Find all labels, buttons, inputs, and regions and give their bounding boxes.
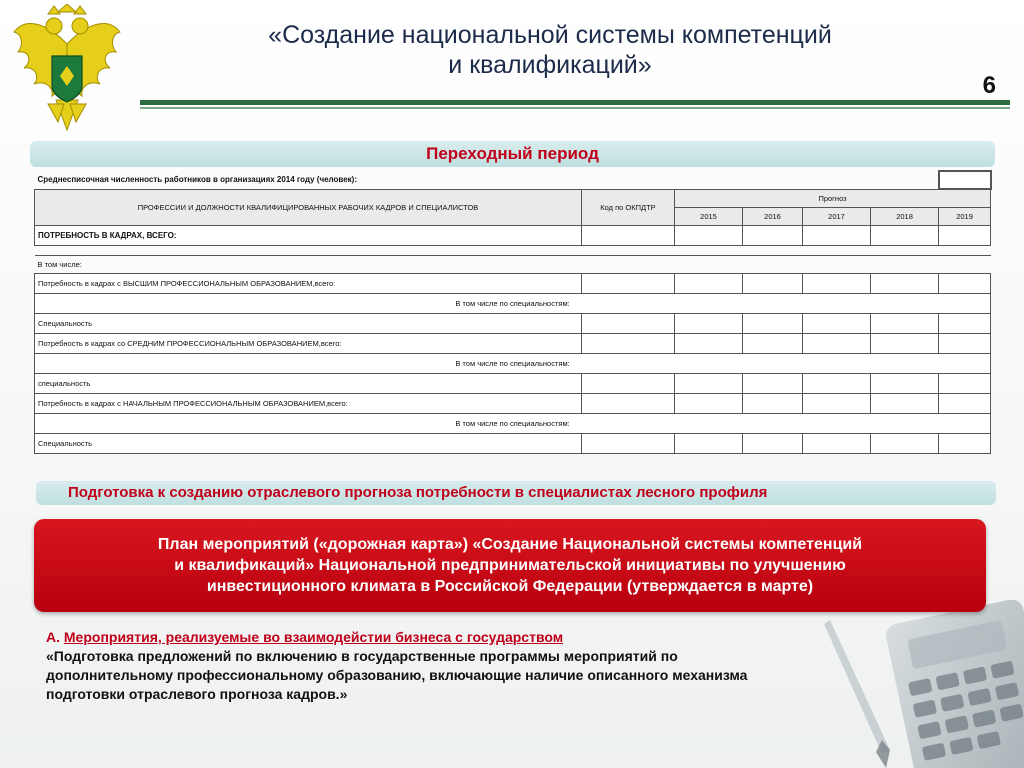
cell [803, 225, 871, 245]
cell [939, 273, 991, 293]
section-banner-transition: Переходный период [30, 141, 995, 167]
cell [871, 313, 939, 333]
cell [939, 373, 991, 393]
measures-heading [46, 628, 946, 647]
cell [939, 393, 991, 413]
year-2017: 2017 [803, 207, 871, 225]
headcount-label: Среднесписочная численность работников в организациях 2014 году (человек): [35, 171, 939, 189]
table-row [35, 353, 991, 373]
cell [803, 433, 871, 453]
specialty-label: Специальность [35, 433, 582, 453]
header-divider [140, 100, 1010, 105]
table-row [35, 413, 991, 433]
measures-text-line-1: «Подготовка предложений по включению в государственные программы мероприятий по [46, 648, 678, 664]
col-header-forecast: Прогноз [675, 189, 991, 207]
cell [743, 313, 803, 333]
specialty-label: Специальность [35, 313, 582, 333]
measures-link[interactable]: Мероприятия, реализуемые во взаимодейстии бизнеса с государством [63, 629, 564, 645]
table-row [35, 255, 991, 273]
cell [743, 393, 803, 413]
table-row [35, 393, 991, 413]
cell [939, 313, 991, 333]
cell [803, 333, 871, 353]
table-row [35, 373, 991, 393]
cell [675, 433, 743, 453]
cell [743, 273, 803, 293]
plan-line-2: и квалификаций» Национальной предпринимательской инициативы по улучшению [174, 557, 846, 574]
cell [939, 225, 991, 245]
cell [582, 273, 675, 293]
header-divider-thin [140, 107, 1010, 109]
cell [803, 393, 871, 413]
table-row [35, 433, 991, 453]
title-line-2: и квалификаций» [448, 51, 652, 79]
by-specialty-label: В том числе по специальностям: [35, 353, 991, 373]
staffing-needs-table [34, 170, 990, 454]
measures-label: А. [46, 629, 60, 645]
cell [871, 433, 939, 453]
col-header-professions: ПРОФЕССИИ И ДОЛЖНОСТИ КВАЛИФИЦИРОВАННЫХ РАБОЧИХ КАДРОВ И СПЕЦИАЛИСТОВ [35, 189, 582, 225]
table-row [35, 333, 991, 353]
plan-line-3: инвестиционного климата в Российской Федерации (утверждается в марте) [206, 578, 814, 595]
cell [743, 225, 803, 245]
cell [582, 433, 675, 453]
by-specialty-label: В том числе по специальностям: [35, 293, 991, 313]
table-row [35, 171, 991, 189]
table-header-row [35, 189, 991, 207]
by-specialty-label: В том числе по специальностям: [35, 413, 991, 433]
emblem-eagle-icon [8, 4, 126, 136]
table-row [35, 225, 991, 245]
year-2018: 2018 [871, 207, 939, 225]
cell [743, 433, 803, 453]
measures-text-line-2: дополнительному профессиональному образованию, включающие наличие описанного механизма [46, 667, 748, 683]
secondary-education-label: Потребность в кадрах со СРЕДНИМ ПРОФЕССИОНАЛЬНЫМ ОБРАЗОВАНИЕМ,всего: [35, 333, 582, 353]
cell [582, 373, 675, 393]
cell [871, 373, 939, 393]
primary-education-label: Потребность в кадрах с НАЧАЛЬНЫМ ПРОФЕССИОНАЛЬНЫМ ОБРАЗОВАНИЕМ,всего: [35, 393, 582, 413]
total-need-label: ПОТРЕБНОСТЬ В КАДРАХ, ВСЕГО: [35, 225, 582, 245]
cell [675, 225, 743, 245]
cell [871, 393, 939, 413]
section-banner-forecast [36, 481, 996, 505]
cell [743, 333, 803, 353]
cell [582, 333, 675, 353]
year-2015: 2015 [675, 207, 743, 225]
year-2016: 2016 [743, 207, 803, 225]
cell [803, 273, 871, 293]
higher-education-label: Потребность в кадрах с ВЫСШИМ ПРОФЕССИОНАЛЬНЫМ ОБРАЗОВАНИЕМ,всего: [35, 273, 582, 293]
cell [675, 393, 743, 413]
table-row [35, 293, 991, 313]
plan-line-1: План мероприятий («дорожная карта») «Создание Национальной системы компетенций [157, 536, 863, 553]
headcount-value-cell [939, 171, 991, 189]
col-header-code: Код по ОКПДТР [582, 189, 675, 225]
roadmap-plan-box [34, 519, 986, 612]
business-state-measures [46, 628, 946, 704]
cell [582, 313, 675, 333]
specialty-label: специальность [35, 373, 582, 393]
cell [871, 225, 939, 245]
page-title [150, 20, 950, 80]
cell [939, 333, 991, 353]
cell [582, 225, 675, 245]
cell [803, 373, 871, 393]
cell [675, 313, 743, 333]
cell [35, 245, 991, 255]
cell [675, 373, 743, 393]
cell [743, 373, 803, 393]
cell [803, 313, 871, 333]
title-line-1: «Создание национальной системы компетенций [268, 21, 832, 49]
year-2019: 2019 [939, 207, 991, 225]
measures-text-line-3: подготовки отраслевого прогноза кадров.» [46, 686, 348, 702]
cell [871, 273, 939, 293]
forecast-banner-text: Подготовка к созданию отраслевого прогноза потребности в специалистах лесного профиля [68, 484, 768, 501]
table-spacer [35, 245, 991, 255]
table-row [35, 313, 991, 333]
cell [582, 393, 675, 413]
including-label: В том числе: [37, 259, 82, 269]
table-row [35, 273, 991, 293]
cell [675, 333, 743, 353]
page-number: 6 [982, 72, 996, 99]
cell [939, 433, 991, 453]
cell [871, 333, 939, 353]
cell [675, 273, 743, 293]
